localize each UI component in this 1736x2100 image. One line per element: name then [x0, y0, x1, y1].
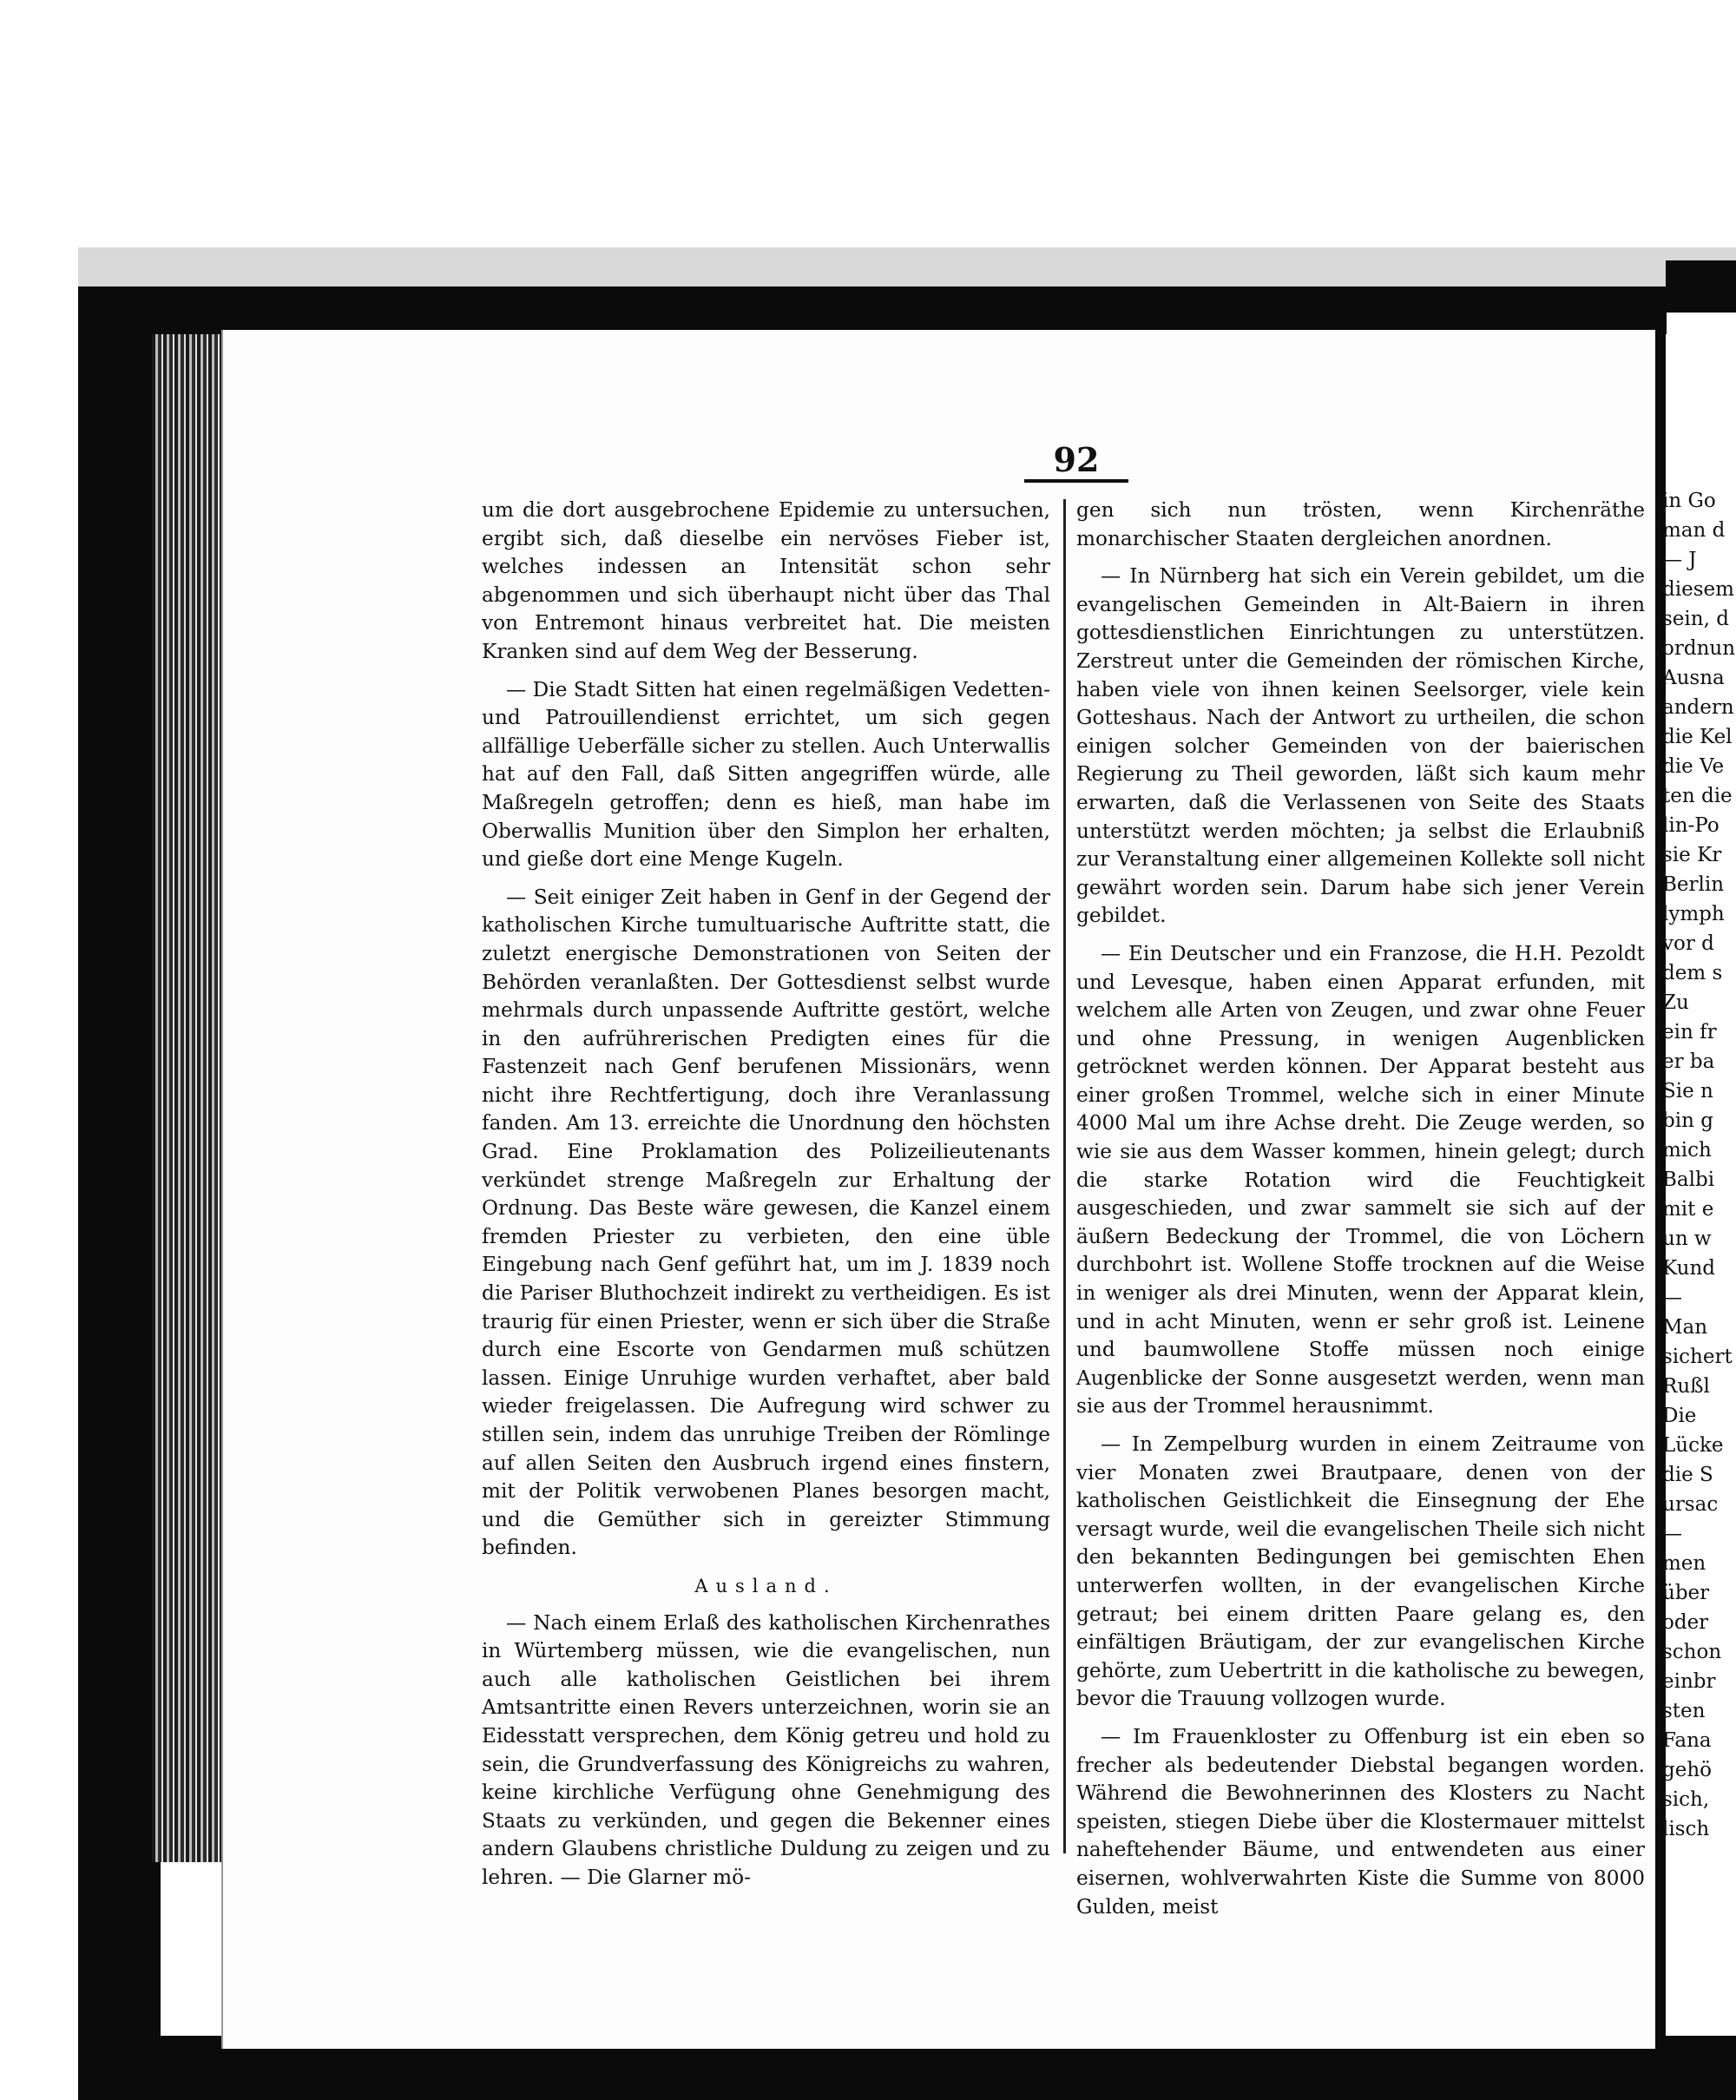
next-page-line-fragment: einbr [1662, 1670, 1716, 1693]
next-page-line-fragment: Balbi [1662, 1168, 1715, 1191]
next-page-line-fragment: Sie n [1662, 1080, 1713, 1103]
next-page-line-fragment: die Ve [1662, 755, 1725, 778]
book-cover-left [78, 286, 161, 2057]
next-page-line-fragment: — [1662, 1287, 1682, 1309]
next-page-line-fragment: sein, d [1662, 608, 1729, 630]
next-page-line-fragment: über [1662, 1582, 1710, 1604]
next-page-line-fragment: Zu [1662, 991, 1689, 1014]
next-page-line-fragment: Man [1662, 1316, 1708, 1339]
right-text-column [1076, 497, 1645, 1931]
column-divider [1063, 499, 1066, 1853]
next-page-line-fragment: gehö [1662, 1759, 1712, 1781]
paragraph: gen sich nun trösten, wenn Kirchenräthe monarchischer Staaten dergleichen anordnen. [1076, 498, 1645, 550]
next-page-line-fragment: lisch [1662, 1818, 1710, 1840]
next-page-line-fragment: er ba [1662, 1050, 1715, 1073]
next-page-line-fragment: man d [1662, 519, 1726, 542]
page-edges-stack [152, 334, 221, 1862]
paragraph: — Im Frauenkloster zu Offenburg ist ein eben so frecher als bedeutender Diebstal begangen worden. Während die Bewohnerinnen des Klosters zu Nacht speisten, stiegen Diebe über die Klostermauer mittelst naheftehender Bäume, und entwendeten aus einer eisernen, wohlverwahrten Kiste die Summe von 8000 Gulden, meist [1076, 1724, 1645, 1919]
next-page-line-fragment: in Go [1662, 490, 1716, 512]
next-page-line-fragment: Ausna [1662, 667, 1725, 689]
next-page-line-fragment: sten [1662, 1700, 1706, 1722]
paragraph: um die dort ausgebrochene Epidemie zu untersuchen, ergibt sich, daß dieselbe ein nervöses Fieber ist, welches indessen an Intensität schon sehr abgenommen und sich überhaupt nicht über das Thal von Entremont hinaus verbreitet hat. Die meisten Kranken sind auf dem Weg der Besserung. [482, 498, 1050, 663]
next-page-line-fragment: ein fr [1662, 1021, 1717, 1043]
next-page-top-shadow [1666, 260, 1736, 313]
next-page-line-fragment: lin-Po [1662, 814, 1720, 837]
next-page-line-fragment: Berlin [1662, 873, 1725, 896]
next-page-line-fragment: mich [1662, 1139, 1712, 1162]
paragraph: — Nach einem Erlaß des katholischen Kirchenrathes in Würtemberg müssen, wie die evangelischen, nun auch alle katholischen Geistlichen bei ihrem Amtsantritte einen Revers unterzeichnen, worin sie an Eidesstatt versprechen, dem König getreu und hold zu sein, die Grundverfassung des Königreichs zu wahren, keine kirchliche Verfügung ohne Genehmigung des Staats zu verkünden, und gegen die Bekenner eines andern Glaubens christliche Duldung zu zeigen und zu lehren. — Die Glarner mö- [482, 1610, 1050, 1889]
next-page-line-fragment: Die [1662, 1405, 1697, 1427]
next-page-line-fragment: sichert [1662, 1346, 1733, 1368]
next-page-line-fragment: schon [1662, 1641, 1722, 1663]
next-page-line-fragment: bin g [1662, 1109, 1713, 1132]
next-page-line-fragment: sie Kr [1662, 844, 1722, 866]
next-page-line-fragment: vor d [1662, 932, 1714, 955]
next-page-line-fragment: men [1662, 1552, 1706, 1575]
next-page-line-fragment: ordnun [1662, 637, 1736, 660]
next-page-line-fragment: Rußl [1662, 1375, 1710, 1398]
next-page-line-fragment: Lücke [1662, 1434, 1724, 1457]
next-page-line-fragment: Fana [1662, 1729, 1712, 1752]
paragraph: — In Nürnberg hat sich ein Verein gebildet, um die evangelischen Gemeinden in Alt-Baiern in ihren gottesdienstlichen Einrichtungen zu unterstützen. Zerstreut unter die Gemeinden der römischen Kirche, haben viele von ihnen keinen Seelsorger, viele kein Gotteshaus. Nach der Antwort zu urtheilen, die schon einigen solcher Gemeinden von der baierischen Regierung zu Theil geworden, läßt sich kaum mehr erwarten, daß die Verlassenen von Seite des Staats unterstützt werden möchten; ja selbst die Erlaubniß zur Veranstaltung einer allgemeinen Kollekte soll nicht gewährt worden sein. Darum habe sich jener Verein gebildet. [1076, 564, 1645, 928]
next-page-line-fragment: — [1662, 1523, 1682, 1545]
next-page-line-fragment: die S [1662, 1464, 1713, 1486]
next-page-line-fragment: mit e [1662, 1198, 1714, 1221]
next-page-line-fragment: diesem [1662, 578, 1734, 601]
next-page-line-fragment: oder [1662, 1611, 1709, 1634]
next-page-line-fragment: dem s [1662, 962, 1723, 984]
paragraph: — Ein Deutscher und ein Franzose, die H.H. Pezoldt und Levesque, haben einen Apparat erfunden, mit welchem alle Arten von Zeugen, und zwar ohne Feuer und ohne Pressung, in wenigen Augenblicken getröcknet werden können. Der Apparat besteht aus einer großen Trommel, welche sich in einer Minute 4000 Mal um ihre Achse dreht. Die Zeuge werden, so wie sie aus dem Wasser kommen, hinein gelegt; durch die starke Rotation wird die Feuchtigkeit ausgeschieden, und zwar sammelt sie sich auf der äußern Bedeckung der Trommel, die von Löchern durchbohrt ist. Wollene Stoffe trocknen auf die Weise in weniger als drei Minuten, wenn der Apparat klein, und in acht Minuten, wenn er sehr groß ist. Leinene und baumwollene Stoffe müssen noch einige Augenblicke der Sonne ausgesetzt werden, wenn man sie aus der Trommel herausnimmt. [1076, 941, 1645, 1419]
paragraph: — Die Stadt Sitten hat einen regelmäßigen Vedetten- und Patrouillendienst errichtet, um sich gegen allfällige Ueberfälle sicher zu stellen. Auch Unterwallis hat auf den Fall, daß Sitten angegriffen würde, alle Maßregeln getroffen; denn es hieß, man habe im Oberwallis Munition über den Simplon her erhalten, und gieße dort eine Menge Kugeln. [482, 677, 1050, 872]
next-page-line-fragment: ursac [1662, 1493, 1719, 1516]
paragraph: — Seit einiger Zeit haben in Genf in der Gegend der katholischen Kirche tumultuarische Auftritte statt, die zuletzt energische Demonstrationen von Seiten der Behörden veranlaßten. Der Gottesdienst selbst wurde mehrmals durch unpassende Auftritte gestört, welche in den aufrührerischen Predigten eines für die Fastenzeit nach Genf berufenen Missionärs, wenn nicht ihre Rechtfertigung, doch ihre Veranlassung fanden. Am 13. erreichte die Unordnung den höchsten Grad. Eine Proklamation des Polizeilieutenants verkündet strenge Maßregeln zur Erhaltung der Ordnung. Das Beste wäre gewesen, die Kanzel einem fremden Priester zu verbieten, den eine üble Eingebung nach Genf geführt hat, um im J. 1839 noch die Pariser Bluthochzeit indirekt zu vertheidigen. Es ist traurig für einen Priester, wenn er sich über die Straße durch eine Escorte von Gendarmen muß schützen lassen. Einige Unruhige wurden verhaftet, aber bald wieder freigelassen. Die Aufregung wird schwer zu stillen sein, indem das unruhige Treiben der Römlinge auf allen Seiten den Ausbruch irgend eines finstern, mit der Politik verwobenen Planes besorgen macht, und die Gemüther sich in gereizter Stimmung befinden. [482, 885, 1050, 1560]
section-heading: Ausland. [694, 1575, 838, 1596]
next-page-line-fragment: un w [1662, 1228, 1712, 1250]
next-page-line-fragment: ten die [1662, 785, 1733, 807]
next-page-line-fragment: andern [1662, 696, 1734, 719]
book-cover-top [87, 286, 1667, 334]
next-page-line-fragment: lymph [1662, 903, 1725, 925]
paragraph: — In Zempelburg wurden in einem Zeitraume von vier Monaten zwei Brautpaare, denen von der katholischen Geistlichkeit die Einsegnung der Ehe versagt wurde, weil die evangelischen Theile sich nicht den bekannten Bedingungen bei gemischten Ehen unterwerfen wollten, in der evangelischen Kirche getraut; bei einem dritten Paare gelang es, den einfältigen Bräutigam, der zur evangelischen Kirche gehörte, zum Uebertritt in die katholische zu bewegen, bevor die Trauung vollzogen wurde. [1076, 1432, 1645, 1711]
next-page-line-fragment: — J [1662, 549, 1697, 571]
next-page-line-fragment: die Kel [1662, 726, 1733, 748]
next-page-fragment [1662, 486, 1736, 1844]
page-number: 92 [1024, 441, 1128, 483]
next-page-line-fragment: sich, [1662, 1788, 1710, 1811]
next-page-line-fragment: Kund [1662, 1257, 1716, 1280]
left-text-column [482, 497, 1050, 1902]
